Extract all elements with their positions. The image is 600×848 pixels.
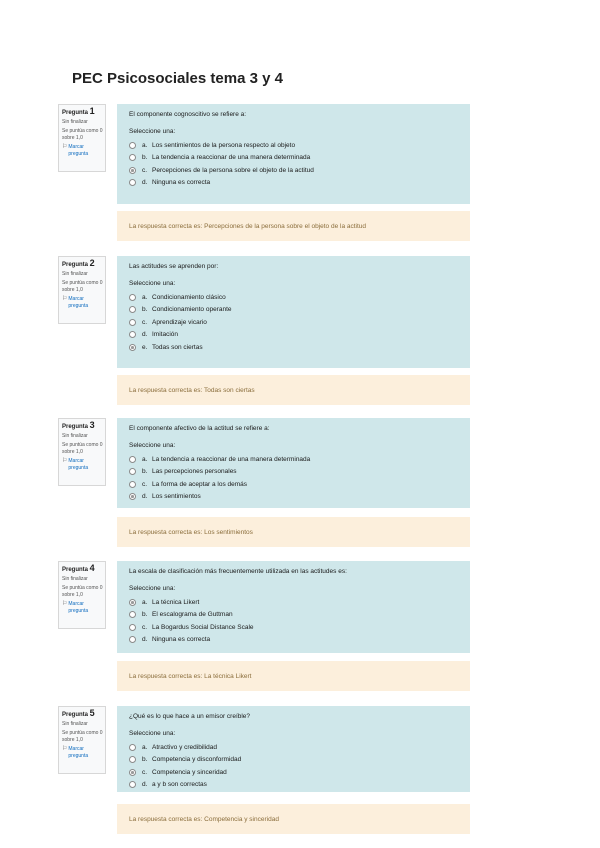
- radio-button[interactable]: [129, 781, 136, 788]
- radio-button[interactable]: [129, 756, 136, 763]
- radio-button[interactable]: [129, 636, 136, 643]
- question-content: [117, 561, 470, 653]
- question-label: Pregunta: [62, 712, 90, 718]
- option-text: Competencia y sinceridad: [152, 768, 227, 776]
- answer-option[interactable]: [129, 341, 460, 354]
- question-info: [58, 561, 106, 629]
- question-stem: La escala de clasificación más frecuentemente utilizada en las actitudes es:: [129, 568, 347, 575]
- page-title: PEC Psicosociales tema 3 y 4: [72, 70, 283, 87]
- option-text: La Bogardus Social Distance Scale: [152, 623, 254, 631]
- question-stem: Las actitudes se aprenden por:: [129, 263, 219, 270]
- answer-option[interactable]: [129, 152, 460, 165]
- radio-button[interactable]: [129, 331, 136, 338]
- option-text: Percepciones de la persona sobre el objeto de la actitud: [152, 166, 314, 174]
- question-stem: El componente afectivo de la actitud se refiere a:: [129, 425, 270, 432]
- option-letter: a.: [142, 598, 148, 606]
- answer-option[interactable]: [129, 741, 460, 754]
- answer-option[interactable]: [129, 164, 460, 177]
- select-prompt: Seleccione una:: [129, 442, 176, 449]
- question-grade: Se puntúa como 0 sobre 1,0: [62, 585, 103, 598]
- question-grade: Se puntúa como 0 sobre 1,0: [62, 442, 103, 455]
- question-stem: ¿Qué es lo que hace a un emisor creíble?: [129, 713, 251, 720]
- answer-option[interactable]: [129, 621, 460, 634]
- flag-icon: ⚐: [62, 458, 68, 464]
- question-title: [62, 422, 103, 431]
- flag-label: Marcar pregunta: [68, 296, 89, 309]
- question-title: [62, 108, 103, 117]
- radio-button[interactable]: [129, 154, 136, 161]
- select-prompt: Seleccione una:: [129, 128, 176, 135]
- option-letter: e.: [142, 343, 148, 351]
- flag-question-link[interactable]: [62, 746, 103, 759]
- question-state: Sin finalizar: [62, 575, 88, 582]
- option-letter: b.: [142, 154, 148, 162]
- answer-option[interactable]: [129, 316, 460, 329]
- answer-option[interactable]: [129, 634, 460, 647]
- question-content: [117, 104, 470, 204]
- option-text: La tendencia a reaccionar de una manera determinada: [152, 154, 311, 162]
- question-info: [58, 418, 106, 486]
- question-number: 5: [89, 708, 95, 718]
- question-number: 3: [89, 420, 95, 430]
- radio-button[interactable]: [129, 319, 136, 326]
- option-text: Todas son ciertas: [152, 343, 203, 351]
- radio-button[interactable]: [129, 744, 136, 751]
- flag-question-link[interactable]: [62, 601, 103, 614]
- radio-button[interactable]: [129, 611, 136, 618]
- answer-option[interactable]: [129, 453, 460, 466]
- flag-label: Marcar pregunta: [68, 458, 89, 471]
- option-text: La técnica Likert: [152, 598, 200, 606]
- option-letter: c.: [142, 623, 148, 631]
- option-letter: c.: [142, 768, 148, 776]
- flag-question-link[interactable]: [62, 144, 103, 157]
- option-letter: c.: [142, 480, 148, 488]
- flag-icon: ⚐: [62, 144, 68, 150]
- question-number: 4: [89, 563, 95, 573]
- answer-option[interactable]: [129, 596, 460, 609]
- option-letter: a.: [142, 293, 148, 301]
- question-state: Sin finalizar: [62, 432, 88, 439]
- option-letter: a.: [142, 141, 148, 149]
- correct-answer-feedback: La respuesta correcta es: Competencia y sinceridad: [117, 804, 470, 834]
- radio-button[interactable]: [129, 306, 136, 313]
- answer-option[interactable]: [129, 139, 460, 152]
- option-letter: a.: [142, 743, 148, 751]
- answer-option[interactable]: [129, 466, 460, 479]
- select-prompt: Seleccione una:: [129, 730, 176, 737]
- flag-icon: ⚐: [62, 746, 68, 752]
- question-number: 1: [89, 106, 95, 116]
- option-text: Los sentimientos de la persona respecto al objeto: [152, 141, 296, 149]
- question-state: Sin finalizar: [62, 118, 88, 125]
- question-info: [58, 256, 106, 324]
- radio-button[interactable]: [129, 344, 136, 351]
- option-text: Atractivo y credibilidad: [152, 743, 218, 751]
- option-text: a y b son correctas: [152, 781, 207, 789]
- option-text: Las percepciones personales: [152, 468, 237, 476]
- flag-icon: ⚐: [62, 296, 68, 302]
- answer-option[interactable]: [129, 291, 460, 304]
- radio-button[interactable]: [129, 624, 136, 631]
- option-text: Ninguna es correcta: [152, 179, 211, 187]
- option-letter: d.: [142, 781, 148, 789]
- radio-button[interactable]: [129, 142, 136, 149]
- option-text: Aprendizaje vicario: [152, 318, 207, 326]
- question-label: Pregunta: [62, 110, 90, 116]
- question-number: 2: [89, 258, 95, 268]
- option-letter: d.: [142, 636, 148, 644]
- radio-button[interactable]: [129, 599, 136, 606]
- option-letter: b.: [142, 468, 148, 476]
- question-content: [117, 256, 470, 368]
- question-grade: Se puntúa como 0 sobre 1,0: [62, 128, 103, 141]
- option-letter: b.: [142, 306, 148, 314]
- option-letter: d.: [142, 331, 148, 339]
- radio-button[interactable]: [129, 769, 136, 776]
- option-text: El escalograma de Guttman: [152, 611, 233, 619]
- flag-label: Marcar pregunta: [68, 746, 89, 759]
- radio-button[interactable]: [129, 481, 136, 488]
- option-letter: b.: [142, 756, 148, 764]
- radio-button[interactable]: [129, 493, 136, 500]
- radio-button[interactable]: [129, 456, 136, 463]
- option-letter: c.: [142, 318, 148, 326]
- flag-label: Marcar pregunta: [68, 144, 89, 157]
- flag-label: Marcar pregunta: [68, 601, 89, 614]
- option-letter: c.: [142, 166, 148, 174]
- correct-answer-feedback: La respuesta correcta es: Los sentimientos: [117, 517, 470, 547]
- radio-button[interactable]: [129, 468, 136, 475]
- question-label: Pregunta: [62, 567, 90, 573]
- option-text: La forma de aceptar a los demás: [152, 480, 248, 488]
- question-stem: El componente cognoscitivo se refiere a:: [129, 111, 247, 118]
- question-title: [62, 710, 103, 719]
- select-prompt: Seleccione una:: [129, 585, 176, 592]
- answer-option[interactable]: [129, 491, 460, 504]
- question-label: Pregunta: [62, 424, 90, 430]
- answer-option[interactable]: [129, 609, 460, 622]
- answer-option[interactable]: [129, 329, 460, 342]
- option-text: La tendencia a reaccionar de una manera determinada: [152, 455, 311, 463]
- question-grade: Se puntúa como 0 sobre 1,0: [62, 730, 103, 743]
- answer-option[interactable]: [129, 177, 460, 190]
- question-info: [58, 104, 106, 172]
- flag-icon: ⚐: [62, 601, 68, 607]
- answer-option[interactable]: [129, 766, 460, 779]
- option-letter: d.: [142, 179, 148, 187]
- question-label: Pregunta: [62, 262, 90, 268]
- option-letter: b.: [142, 611, 148, 619]
- question-content: [117, 706, 470, 792]
- correct-answer-feedback: La respuesta correcta es: La técnica Likert: [117, 661, 470, 691]
- radio-button[interactable]: [129, 167, 136, 174]
- flag-question-link[interactable]: [62, 458, 103, 471]
- answer-option[interactable]: [129, 754, 460, 767]
- correct-answer-feedback: La respuesta correcta es: Todas son ciertas: [117, 375, 470, 405]
- select-prompt: Seleccione una:: [129, 280, 176, 287]
- option-text: Imitación: [152, 331, 179, 339]
- question-content: [117, 418, 470, 508]
- question-title: [62, 565, 103, 574]
- question-info: [58, 706, 106, 774]
- question-state: Sin finalizar: [62, 270, 88, 277]
- option-letter: a.: [142, 455, 148, 463]
- correct-answer-feedback: La respuesta correcta es: Percepciones de la persona sobre el objeto de la actitud: [117, 211, 470, 241]
- option-text: Ninguna es correcta: [152, 636, 211, 644]
- option-text: Los sentimientos: [152, 493, 201, 501]
- answer-option[interactable]: [129, 779, 460, 792]
- question-grade: Se puntúa como 0 sobre 1,0: [62, 280, 103, 293]
- answer-option[interactable]: [129, 478, 460, 491]
- option-text: Condicionamiento operante: [152, 306, 232, 314]
- option-text: Competencia y disconformidad: [152, 756, 242, 764]
- radio-button[interactable]: [129, 179, 136, 186]
- flag-question-link[interactable]: [62, 296, 103, 309]
- radio-button[interactable]: [129, 294, 136, 301]
- question-title: [62, 260, 103, 269]
- option-text: Condicionamiento clásico: [152, 293, 226, 301]
- option-letter: d.: [142, 493, 148, 501]
- answer-option[interactable]: [129, 304, 460, 317]
- question-state: Sin finalizar: [62, 720, 88, 727]
